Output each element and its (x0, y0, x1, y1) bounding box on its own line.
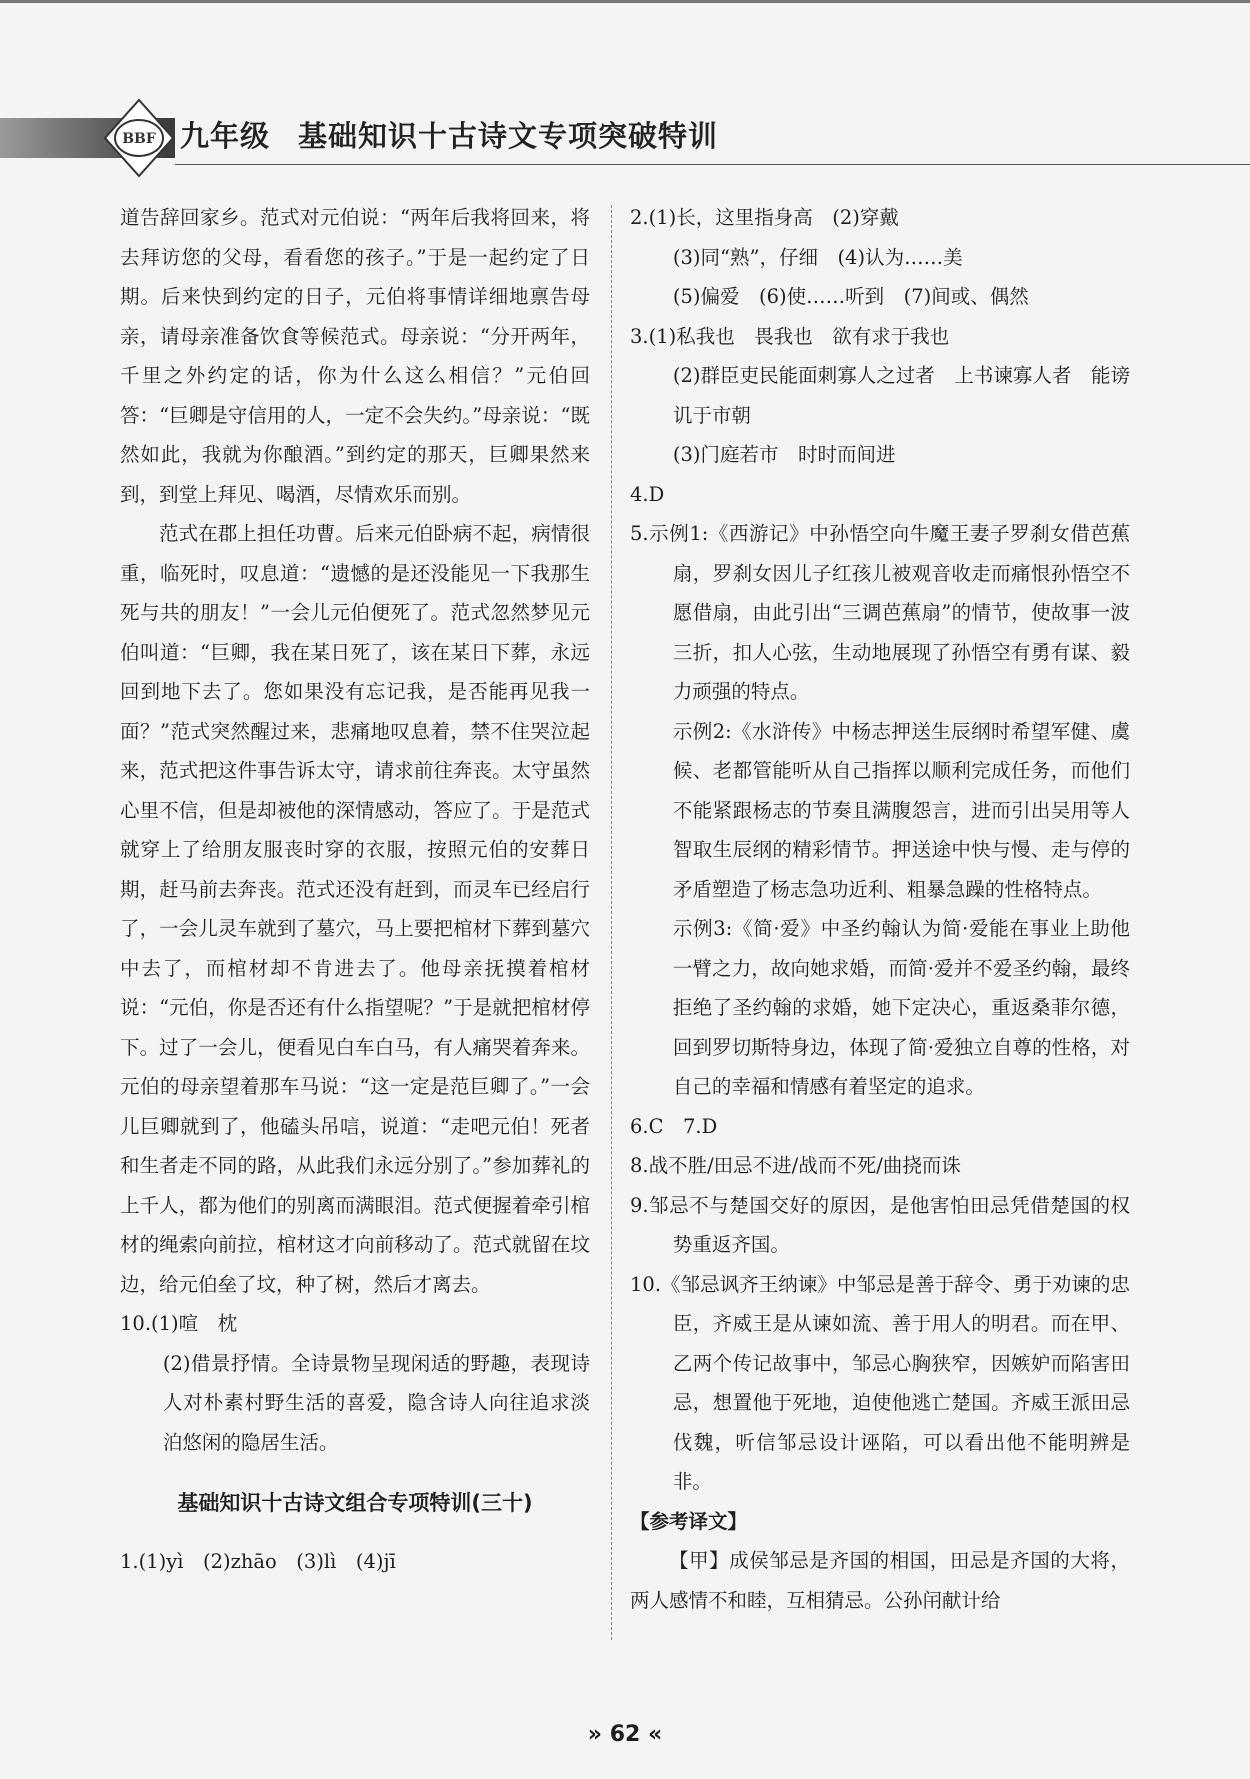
answer-10: 10.《邹忌讽齐王纳谏》中邹忌是善于辞令、勇于劝谏的忠臣，齐威王是从谏如流、善于用人的明君。而在甲、乙两个传记故事中，邹忌心胸狭窄，因嫉妒而陷害田忌，想置他于死地，迫使他逃亡楚国。齐威王派田忌伐魏，听信邹忌设计诬陷，可以看出他不能明辨是非。 (630, 1272, 1130, 1493)
page-header (0, 108, 1250, 168)
grade-label: 九年级 (180, 119, 271, 153)
book-title: 基础知识十古诗文专项突破特训 (298, 119, 719, 153)
answer-2a: 2.(1)长，这里指身高 (2)穿戴 (630, 206, 899, 229)
top-border (0, 0, 1250, 3)
header-title (180, 114, 718, 155)
story-paragraph-1: 道告辞回家乡。范式对元伯说：“两年后我将回来，将去拜访您的父母，看看您的孩子。”于是一起约定了日期。后来快到约定的日子，元伯将事情详细地禀告母亲，请母亲准备饮食等候范式。母亲说：“分开两年，千里之外约定的话，你为什么这么相信？”元伯回答：“巨卿是守信用的人，一定不会失约。”母亲说：“既然如此，我就为你酿酒。”到约定的那天，巨卿果然来到，到堂上拜见、喝酒，尽情欢乐而别。 (120, 206, 590, 506)
answer-8: 8.战不胜/田忌不进/战而不死/曲挠而诛 (630, 1154, 961, 1177)
header-rule (175, 164, 1250, 165)
answer-1: 1.(1)yì (2)zhāo (3)lì (4)jī (120, 1549, 396, 1573)
page-mark-left: » (587, 1722, 603, 1747)
answer-5-example-3: 示例3:《简·爱》中圣约翰认为简·爱能在事业上助他一臂之力，故向她求婚，而简·爱并不爱圣约翰，最终拒绝了圣约翰的求婚，她下定决心，重返桑菲尔德，回到罗切斯特身边，体现了简·爱独立自尊的性格，对自己的幸福和情感有着坚定的追求。 (672, 917, 1130, 1098)
publisher-logo (103, 98, 175, 178)
answer-6-7: 6.C 7.D (630, 1114, 718, 1138)
answer-10-1: 10.(1)喧 枕 (120, 1312, 238, 1335)
answer-2b: (3)同“熟”，仔细 (4)认为……美 (672, 245, 963, 269)
svg-text:BBF: BBF (122, 131, 156, 147)
answer-5-example-1: 5.示例1:《西游记》中孙悟空向牛魔王妻子罗刹女借芭蕉扇，罗刹女因儿子红孩儿被观音收走而痛恨孙悟空不愿借扇，由此引出“三调芭蕉扇”的情节，使故事一波三折，扣人心弦，生动地展现了孙悟空有勇有谋、毅力顽强的特点。 (630, 522, 1130, 703)
answer-2c: (5)偏爱 (6)使……听到 (7)间或、偶然 (672, 285, 1029, 308)
answer-10-2: (2)借景抒情。全诗景物呈现闲适的野趣，表现诗人对朴素村野生活的喜爱，隐含诗人向往追求淡泊悠闲的隐居生活。 (162, 1351, 590, 1454)
answer-3c: (3)门庭若市 时时而间进 (672, 443, 896, 466)
section-title: 基础知识十古诗文组合专项特训(三十) (177, 1491, 533, 1515)
reference-translation-text: 【甲】成侯邹忌是齐国的相国，田忌是齐国的大将，两人感情不和睦，互相猜忌。公孙闬献计给 (630, 1549, 1130, 1612)
right-column (630, 198, 1130, 1620)
answer-3b: (2)群臣吏民能面刺寡人之过者 上书谏寡人者 能谤讥于市朝 (672, 364, 1130, 427)
reference-translation-title: 【参考译文】 (630, 1509, 748, 1533)
story-paragraph-2: 范式在郡上担任功曹。后来元伯卧病不起，病情很重，临死时，叹息道：“遗憾的是还没能见一下我那生死与共的朋友！”一会儿元伯便死了。范式忽然梦见元伯叫道：“巨卿，我在某日死了，该在某日下葬，永远回到地下去了。您如果没有忘记我，是否能再见我一面？”范式突然醒过来，悲痛地叹息着，禁不住哭泣起来，范式把这件事告诉太守，请求前往奔丧。太守虽然心里不信，但是却被他的深情感动，答应了。于是范式就穿上了给朋友服丧时穿的衣服，按照元伯的安葬日期，赶马前去奔丧。范式还没有赶到，而灵车已经启行了，一会儿灵车就到了墓穴，马上要把棺材下葬到墓穴中去了，而棺材却不肯进去了。他母亲抚摸着棺材说：“元伯，你是否还有什么指望呢？”于是就把棺材停下。过了一会儿，便看见白车白马，有人痛哭着奔来。元伯的母亲望着那车马说：“这一定是范巨卿了。”一会儿巨卿就到了，他磕头吊唁，说道：“走吧元伯！死者和生者走不同的路，从此我们永远分别了。”参加葬礼的上千人，都为他们的别离而满眼泪。范式便握着牵引棺材的绳索向前拉，棺材这才向前移动了。范式就留在坟边，给元伯垒了坟，种了树，然后才离去。 (120, 522, 590, 1296)
page-number (0, 1722, 1250, 1747)
answer-5-example-2: 示例2:《水浒传》中杨志押送生辰纲时希望军健、虞候、老都管能听从自己指挥以顺利完成任务，而他们不能紧跟杨志的节奏且满腹怨言，进而引出吴用等人智取生辰纲的精彩情节。押送途中快与慢、走与停的矛盾塑造了杨志急功近利、粗暴急躁的性格特点。 (672, 719, 1130, 901)
answer-9: 9.邹忌不与楚国交好的原因，是他害怕田忌凭借楚国的权势重返齐国。 (630, 1193, 1130, 1256)
answer-3a: 3.(1)私我也 畏我也 欲有求于我也 (630, 324, 950, 348)
left-column (120, 198, 590, 1581)
page-number-value: 62 (609, 1722, 641, 1747)
page-mark-right: « (647, 1722, 663, 1747)
column-divider (611, 205, 612, 1640)
answer-4: 4.D (630, 482, 665, 506)
